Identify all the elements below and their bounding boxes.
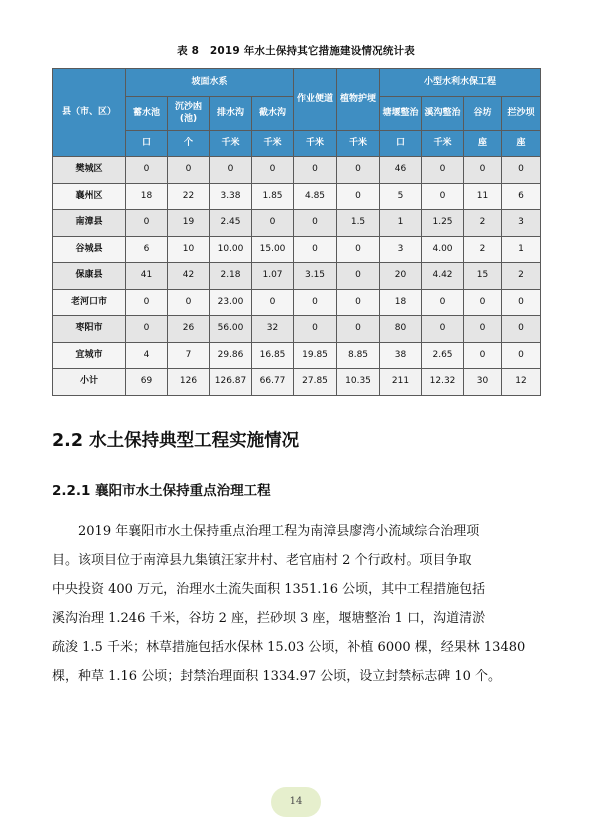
table-cell: 0 bbox=[337, 263, 380, 290]
table-cell: 2 bbox=[502, 263, 541, 290]
table-cell: 6 bbox=[126, 236, 168, 263]
table-cell: 2.45 bbox=[210, 210, 252, 237]
subcolumn-header: 溪沟整治 bbox=[422, 97, 464, 131]
table-cell: 7 bbox=[168, 342, 210, 369]
table-cell: 23.00 bbox=[210, 289, 252, 316]
table-cell: 11 bbox=[464, 183, 502, 210]
table-cell: 30 bbox=[464, 369, 502, 396]
paragraph-line: 目。该项目位于南漳县九集镇汪家井村、老官庙村 2 个行政村。项目争取 bbox=[52, 553, 472, 568]
table-cell: 38 bbox=[380, 342, 422, 369]
table-cell: 19 bbox=[168, 210, 210, 237]
table-cell: 10.35 bbox=[337, 369, 380, 396]
table-cell: 0 bbox=[252, 157, 294, 184]
table-cell: 4.42 bbox=[422, 263, 464, 290]
table-cell: 3.15 bbox=[294, 263, 337, 290]
table-cell: 0 bbox=[168, 289, 210, 316]
table-cell: 18 bbox=[126, 183, 168, 210]
body-paragraph bbox=[52, 517, 540, 691]
table-cell: 0 bbox=[126, 157, 168, 184]
table-cell: 211 bbox=[380, 369, 422, 396]
table-cell: 19.85 bbox=[294, 342, 337, 369]
region-name: 枣阳市 bbox=[53, 316, 126, 343]
table-cell: 26 bbox=[168, 316, 210, 343]
paragraph-line: 疏浚 1.5 千米；林草措施包括水保林 15.03 公顷，补植 6000 棵，经果林 13480 bbox=[52, 640, 526, 655]
work-road-header: 作业便道 bbox=[294, 69, 337, 131]
table-cell: 1.25 bbox=[422, 210, 464, 237]
subcolumn-header: 谷坊 bbox=[464, 97, 502, 131]
table-cell: 0 bbox=[337, 316, 380, 343]
subsection-heading: 2.2.1 襄阳市水土保持重点治理工程 bbox=[52, 483, 271, 499]
table-cell: 0 bbox=[168, 157, 210, 184]
paragraph-line: 棵，种草 1.16 公顷；封禁治理面积 1334.97 公顷，设立封禁标志碑 10 个。 bbox=[52, 669, 502, 684]
table-cell: 0 bbox=[294, 236, 337, 263]
unit-header: 座 bbox=[502, 131, 541, 157]
table-cell: 1 bbox=[380, 210, 422, 237]
table-row bbox=[53, 316, 541, 343]
table-cell: 0 bbox=[294, 289, 337, 316]
table-cell: 0 bbox=[422, 183, 464, 210]
table-cell: 29.86 bbox=[210, 342, 252, 369]
subcolumn-header: 蓄水池 bbox=[126, 97, 168, 131]
table-cell: 0 bbox=[422, 289, 464, 316]
table-cell: 4.85 bbox=[294, 183, 337, 210]
table-cell: 0 bbox=[126, 289, 168, 316]
table-cell: 0 bbox=[126, 316, 168, 343]
table-cell: 42 bbox=[168, 263, 210, 290]
header-row-units bbox=[53, 131, 541, 157]
table-cell: 0 bbox=[126, 210, 168, 237]
table-cell: 1 bbox=[502, 236, 541, 263]
section-heading: 2.2 水土保持典型工程实施情况 bbox=[52, 431, 300, 451]
table-cell: 0 bbox=[502, 289, 541, 316]
region-name: 襄州区 bbox=[53, 183, 126, 210]
paragraph-line: 中央投资 400 万元，治理水土流失面积 1351.16 公顷，其中工程措施包括 bbox=[52, 582, 486, 597]
table-cell: 66.77 bbox=[252, 369, 294, 396]
unit-header: 千米 bbox=[337, 131, 380, 157]
table-cell: 3.38 bbox=[210, 183, 252, 210]
table-cell: 69 bbox=[126, 369, 168, 396]
subcolumn-header: 塘堰整治 bbox=[380, 97, 422, 131]
table-total-row bbox=[53, 369, 541, 396]
paragraph-line: 溪沟治理 1.246 千米，谷坊 2 座，拦砂坝 3 座，堰塘整治 1 口，沟道清淤 bbox=[52, 611, 486, 626]
table-cell: 5 bbox=[380, 183, 422, 210]
table-row bbox=[53, 263, 541, 290]
table-cell: 0 bbox=[464, 157, 502, 184]
plant-ridge-header: 植物护埂 bbox=[337, 69, 380, 131]
unit-header: 座 bbox=[464, 131, 502, 157]
region-name: 南漳县 bbox=[53, 210, 126, 237]
table-cell: 10 bbox=[168, 236, 210, 263]
table-cell: 0 bbox=[502, 316, 541, 343]
unit-header: 千米 bbox=[210, 131, 252, 157]
table-cell: 126 bbox=[168, 369, 210, 396]
table-cell: 0 bbox=[464, 342, 502, 369]
table-cell: 0 bbox=[252, 289, 294, 316]
table-cell: 12 bbox=[502, 369, 541, 396]
table-cell: 0 bbox=[337, 157, 380, 184]
table-cell: 80 bbox=[380, 316, 422, 343]
table-cell: 46 bbox=[380, 157, 422, 184]
unit-header: 口 bbox=[380, 131, 422, 157]
subcolumn-header: 排水沟 bbox=[210, 97, 252, 131]
region-name: 樊城区 bbox=[53, 157, 126, 184]
table-cell: 2.18 bbox=[210, 263, 252, 290]
table-cell: 0 bbox=[294, 210, 337, 237]
table-cell: 3 bbox=[380, 236, 422, 263]
unit-header: 个 bbox=[168, 131, 210, 157]
table-cell: 4 bbox=[126, 342, 168, 369]
small-water-works-group-header: 小型水利水保工程 bbox=[380, 69, 541, 97]
table-cell: 27.85 bbox=[294, 369, 337, 396]
page-number: 14 bbox=[271, 787, 321, 817]
table-cell: 0 bbox=[422, 157, 464, 184]
table-cell: 3 bbox=[502, 210, 541, 237]
table-cell: 6 bbox=[502, 183, 541, 210]
statistics-table bbox=[52, 68, 541, 396]
table-cell: 18 bbox=[380, 289, 422, 316]
table-cell: 0 bbox=[337, 183, 380, 210]
region-name: 保康县 bbox=[53, 263, 126, 290]
table-cell: 0 bbox=[294, 157, 337, 184]
table-cell: 1.85 bbox=[252, 183, 294, 210]
table-cell: 0 bbox=[502, 342, 541, 369]
table-row bbox=[53, 157, 541, 184]
table-cell: 0 bbox=[502, 157, 541, 184]
slope-water-group-header: 坡面水系 bbox=[126, 69, 294, 97]
table-cell: 0 bbox=[252, 210, 294, 237]
table-cell: 0 bbox=[337, 236, 380, 263]
subcolumn-header: 沉沙凼(池) bbox=[168, 97, 210, 131]
table-cell: 126.87 bbox=[210, 369, 252, 396]
table-row bbox=[53, 342, 541, 369]
table-cell: 0 bbox=[464, 316, 502, 343]
region-name: 老河口市 bbox=[53, 289, 126, 316]
paragraph-line: 2019 年襄阳市水土保持重点治理工程为南漳县廖湾小流域综合治理项 bbox=[78, 524, 480, 539]
table-cell: 2 bbox=[464, 236, 502, 263]
table-cell: 0 bbox=[337, 289, 380, 316]
unit-header: 千米 bbox=[294, 131, 337, 157]
table-cell: 20 bbox=[380, 263, 422, 290]
table-row bbox=[53, 183, 541, 210]
table-cell: 10.00 bbox=[210, 236, 252, 263]
table-caption: 表 8 2019 年水土保持其它措施建设情况统计表 bbox=[177, 45, 415, 57]
header-row-groups bbox=[53, 69, 541, 97]
table-cell: 41 bbox=[126, 263, 168, 290]
table-cell: 32 bbox=[252, 316, 294, 343]
region-name: 宜城市 bbox=[53, 342, 126, 369]
table-cell: 12.32 bbox=[422, 369, 464, 396]
table-cell: 16.85 bbox=[252, 342, 294, 369]
total-label: 小计 bbox=[53, 369, 126, 396]
table-cell: 1.07 bbox=[252, 263, 294, 290]
table-body bbox=[53, 157, 541, 396]
table-cell: 15 bbox=[464, 263, 502, 290]
unit-header: 千米 bbox=[422, 131, 464, 157]
table-cell: 0 bbox=[422, 316, 464, 343]
unit-header: 口 bbox=[126, 131, 168, 157]
region-header: 县（市、区） bbox=[53, 69, 126, 157]
table-cell: 8.85 bbox=[337, 342, 380, 369]
table-cell: 2 bbox=[464, 210, 502, 237]
subcolumn-header: 拦沙坝 bbox=[502, 97, 541, 131]
table-cell: 56.00 bbox=[210, 316, 252, 343]
table-cell: 1.5 bbox=[337, 210, 380, 237]
table-cell: 15.00 bbox=[252, 236, 294, 263]
table-row bbox=[53, 236, 541, 263]
table-cell: 4.00 bbox=[422, 236, 464, 263]
table-cell: 0 bbox=[464, 289, 502, 316]
table-cell: 2.65 bbox=[422, 342, 464, 369]
table-row bbox=[53, 289, 541, 316]
table-row bbox=[53, 210, 541, 237]
region-name: 谷城县 bbox=[53, 236, 126, 263]
unit-header: 千米 bbox=[252, 131, 294, 157]
subcolumn-header: 截水沟 bbox=[252, 97, 294, 131]
table-cell: 22 bbox=[168, 183, 210, 210]
table-cell: 0 bbox=[294, 316, 337, 343]
table-cell: 0 bbox=[210, 157, 252, 184]
